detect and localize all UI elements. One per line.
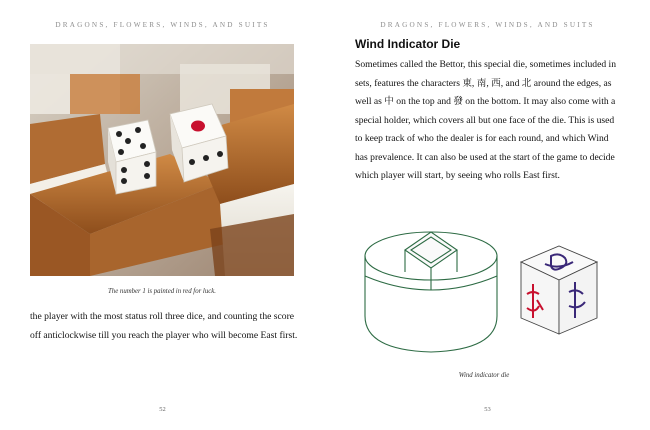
illustration-caption: Wind indicator die <box>458 372 510 379</box>
right-body-text: Sometimes called the Bettor, this special die, sometimes included in sets, features the characters 東, 南, 西, and 北 around the edges, as well as 中 on the top and 發 on the bottom. It may also come with a special holder, which covers all but one face of the die. This is used to keep track of who the dealer is for each round, and which Wind has prevalence. It can also be used at the start of the game to decide which player will start, by seeing who rolls East first. <box>355 59 616 181</box>
page-number-left: 52 <box>159 406 166 413</box>
photo-caption: The number 1 is painted in red for luck. <box>108 288 216 295</box>
page-number-right: 53 <box>484 406 491 413</box>
mahjong-dice-photo <box>30 44 294 276</box>
running-head: DRAGONS, FLOWERS, WINDS, AND SUITS <box>380 21 595 29</box>
section-heading: Wind Indicator Die <box>355 37 461 51</box>
left-body-text: the player with the most status roll three dice, and counting the score off anticlockwise till you reach the player who will become East first. <box>30 311 298 341</box>
die-holder <box>365 232 497 352</box>
wind-indicator-die-illustration <box>353 222 615 360</box>
running-head: DRAGONS, FLOWERS, WINDS, AND SUITS <box>55 21 270 29</box>
wind-die <box>521 246 597 334</box>
